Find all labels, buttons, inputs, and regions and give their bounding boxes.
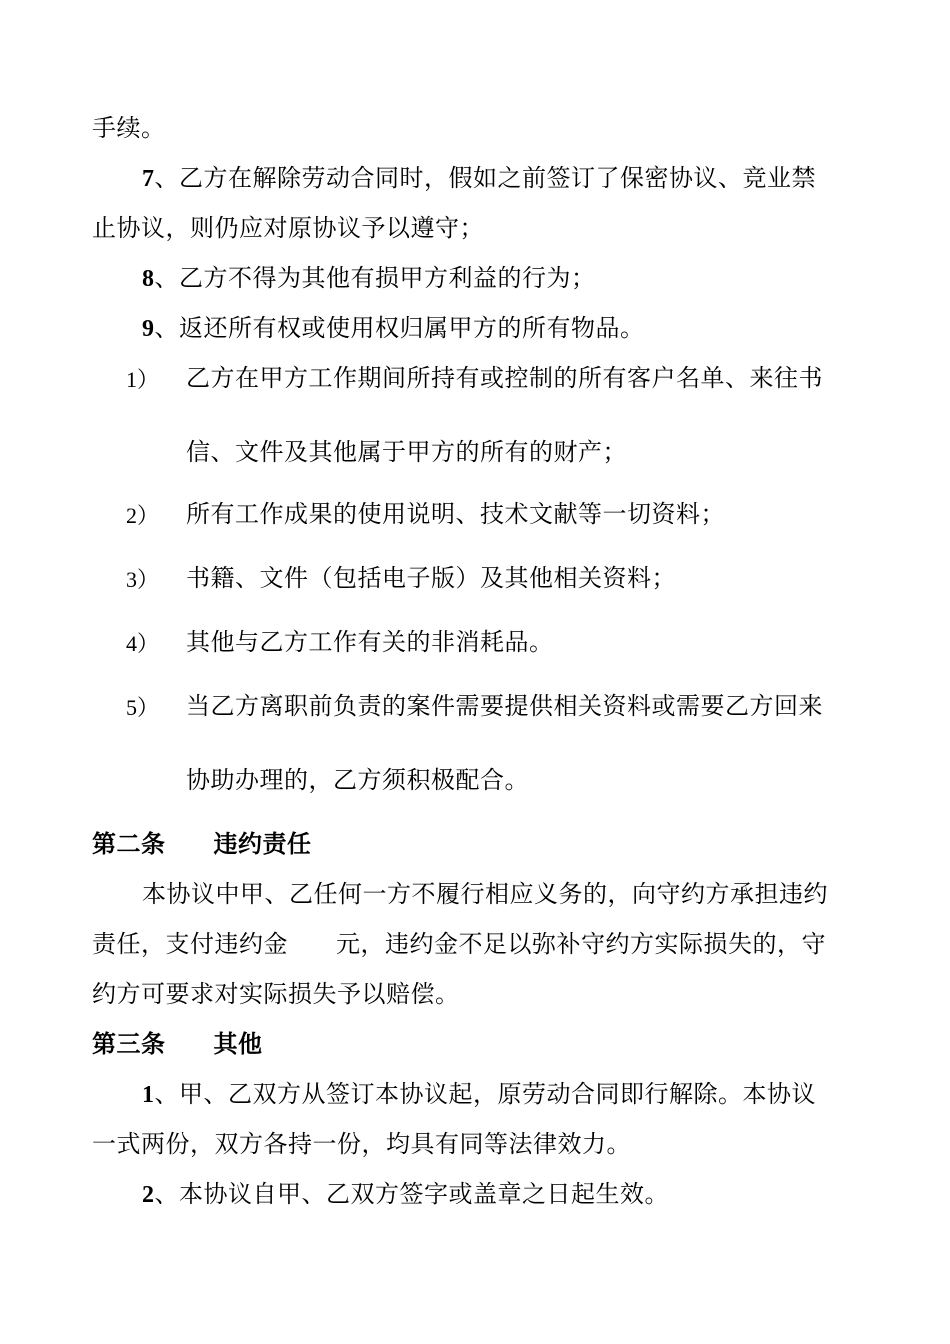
clause-text: 、乙方不得为其他有损甲方利益的行为； [154,264,596,292]
clause-8 [142,263,596,294]
article-text: 元，违约金不足以弥补守约方实际损失的，守 [336,930,826,958]
clause-7-line-2: 止协议，则仍应对原协议予以遵守； [92,214,484,242]
list-item-text-continued: 协助办理的，乙方须积极配合。 [186,766,529,794]
list-item-number: 5） [126,695,160,720]
list-item-number: 4） [126,631,160,656]
clause-number: 1 [142,1082,155,1108]
article-3-clause-1-line-1 [142,1079,816,1110]
clause-number: 2 [142,1182,155,1208]
list-item-number: 3） [126,567,160,592]
article-title: 其他 [213,1029,263,1058]
article-title: 违约责任 [213,829,312,858]
clause-text: 、乙方在解除劳动合同时，假如之前签订了保密协议、竞业禁 [154,164,816,192]
list-item-text: 乙方在甲方工作期间所持有或控制的所有客户名单、来往书 [186,364,823,392]
list-item-number: 1） [126,367,160,392]
article-2-line-1: 本协议中甲、乙任何一方不履行相应义务的，向守约方承担违约 [142,880,828,908]
article-number: 第三条 [92,1029,166,1058]
clause-text: 、本协议自甲、乙双方签字或盖章之日起生效。 [154,1180,669,1208]
list-item-text: 其他与乙方工作有关的非消耗品。 [186,628,554,656]
list-item-text: 所有工作成果的使用说明、技术文献等一切资料； [186,500,725,528]
clause-7-line-1 [142,163,816,194]
article-2-line-2 [92,929,826,959]
article-3-clause-1-line-2: 一式两份，双方各持一份，均具有同等法律效力。 [92,1130,631,1158]
list-item-text-continued: 信、文件及其他属于甲方的所有的财产； [186,438,627,466]
article-3-heading [92,1029,263,1059]
list-item-text: 书籍、文件（包括电子版）及其他相关资料； [186,564,676,592]
clause-number: 9 [142,316,155,342]
clause-text: 、返还所有权或使用权归属甲方的所有物品。 [154,314,645,342]
article-3-clause-2 [142,1179,669,1210]
clause-9 [142,313,645,344]
clause-number: 8 [142,266,155,292]
list-item-text: 当乙方离职前负责的案件需要提供相关资料或需要乙方回来 [186,692,823,720]
article-number: 第二条 [92,829,166,858]
article-2-heading [92,829,312,859]
clause-number: 7 [142,166,155,192]
paragraph-continuation: 手续。 [92,114,166,142]
article-text: 责任，支付违约金 [92,930,288,958]
list-item-number: 2） [126,503,160,528]
article-2-line-3: 约方可要求对实际损失予以赔偿。 [92,980,460,1008]
clause-text: 、甲、乙双方从签订本协议起，原劳动合同即行解除。本协议 [154,1080,816,1108]
